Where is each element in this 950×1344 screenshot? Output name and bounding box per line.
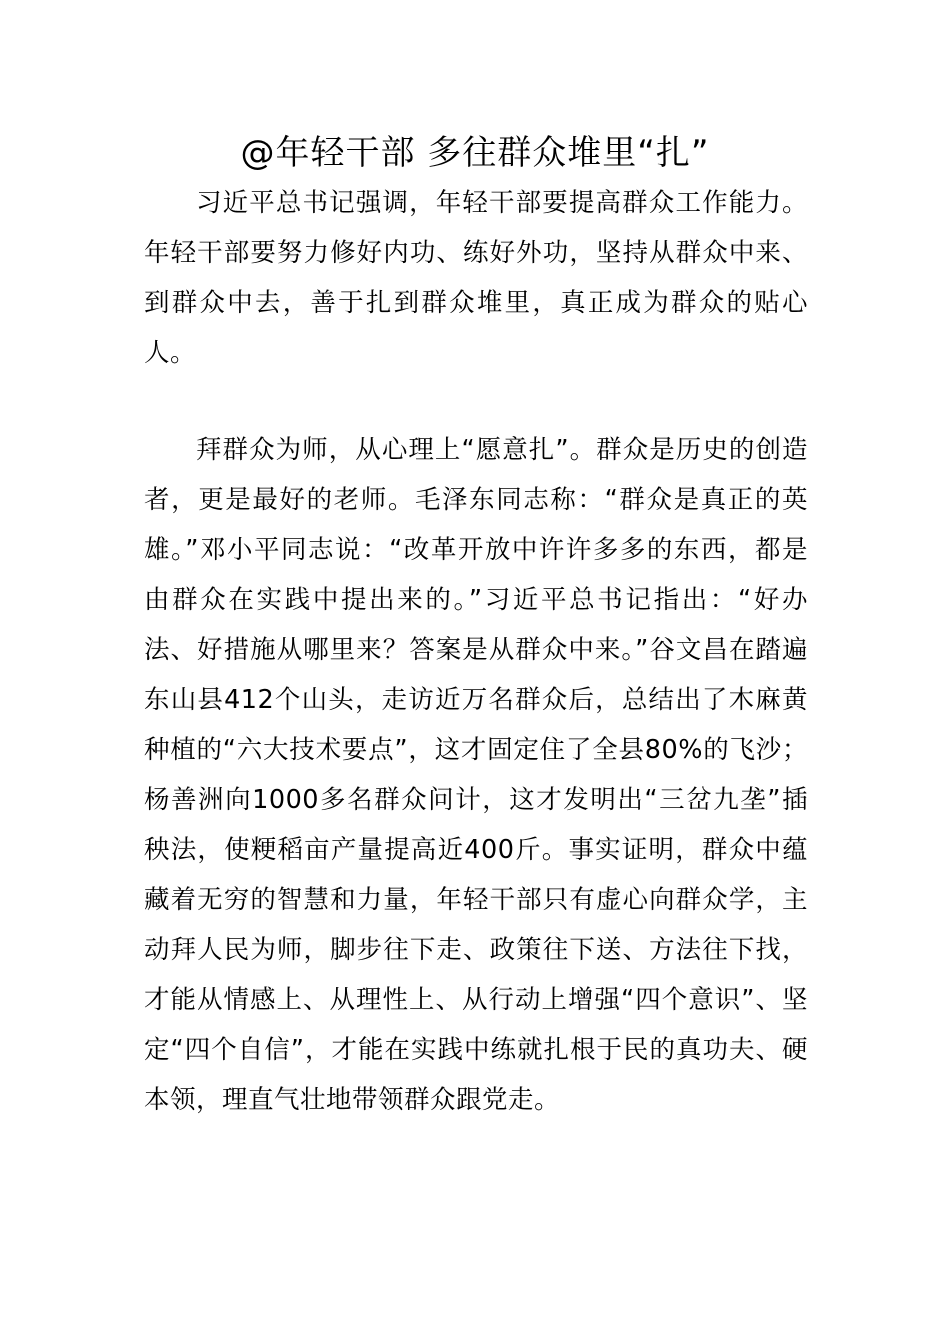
paragraph-learn-from-masses: 拜群众为师，从心理上“愿意扎”。群众是历史的创造者，更是最好的老师。毛泽东同志称：“群众是真正的英雄。”邓小平同志说：“改革开放中许许多多的东西，都是由群众在实践中提出来的。”习近平总书记指出：“好办法、好措施从哪里来？答案是从群众中来。”谷文昌在踏遍东山县412个山头，走访近万名群众后，总结出了木麻黄种植的“六大技术要点”，这才固定住了全县80%的飞沙；杨善洲向1000多名群众问计，这才发明出“三岔九垄”插秧法，使粳稻亩产量提高近400斤。事实证明，群众中蕴藏着无穷的智慧和力量，年轻干部只有虚心向群众学，主动拜人民为师，脚步往下走、政策往下送、方法往下找，才能从情感上、从理性上、从行动上增强“四个意识”、坚定“四个自信”，才能在实践中练就扎根于民的真功夫、硬本领，理直气壮地带领群众跟党走。 [144,435,808,1115]
document-title: @年轻干部 多往群众堆里“扎” [240,133,710,173]
paragraph-intro: 习近平总书记强调，年轻干部要提高群众工作能力。年轻干部要努力修好内功、练好外功，坚持从群众中来、到群众中去，善于扎到群众堆里，真正成为群众的贴心人。 [144,188,808,368]
